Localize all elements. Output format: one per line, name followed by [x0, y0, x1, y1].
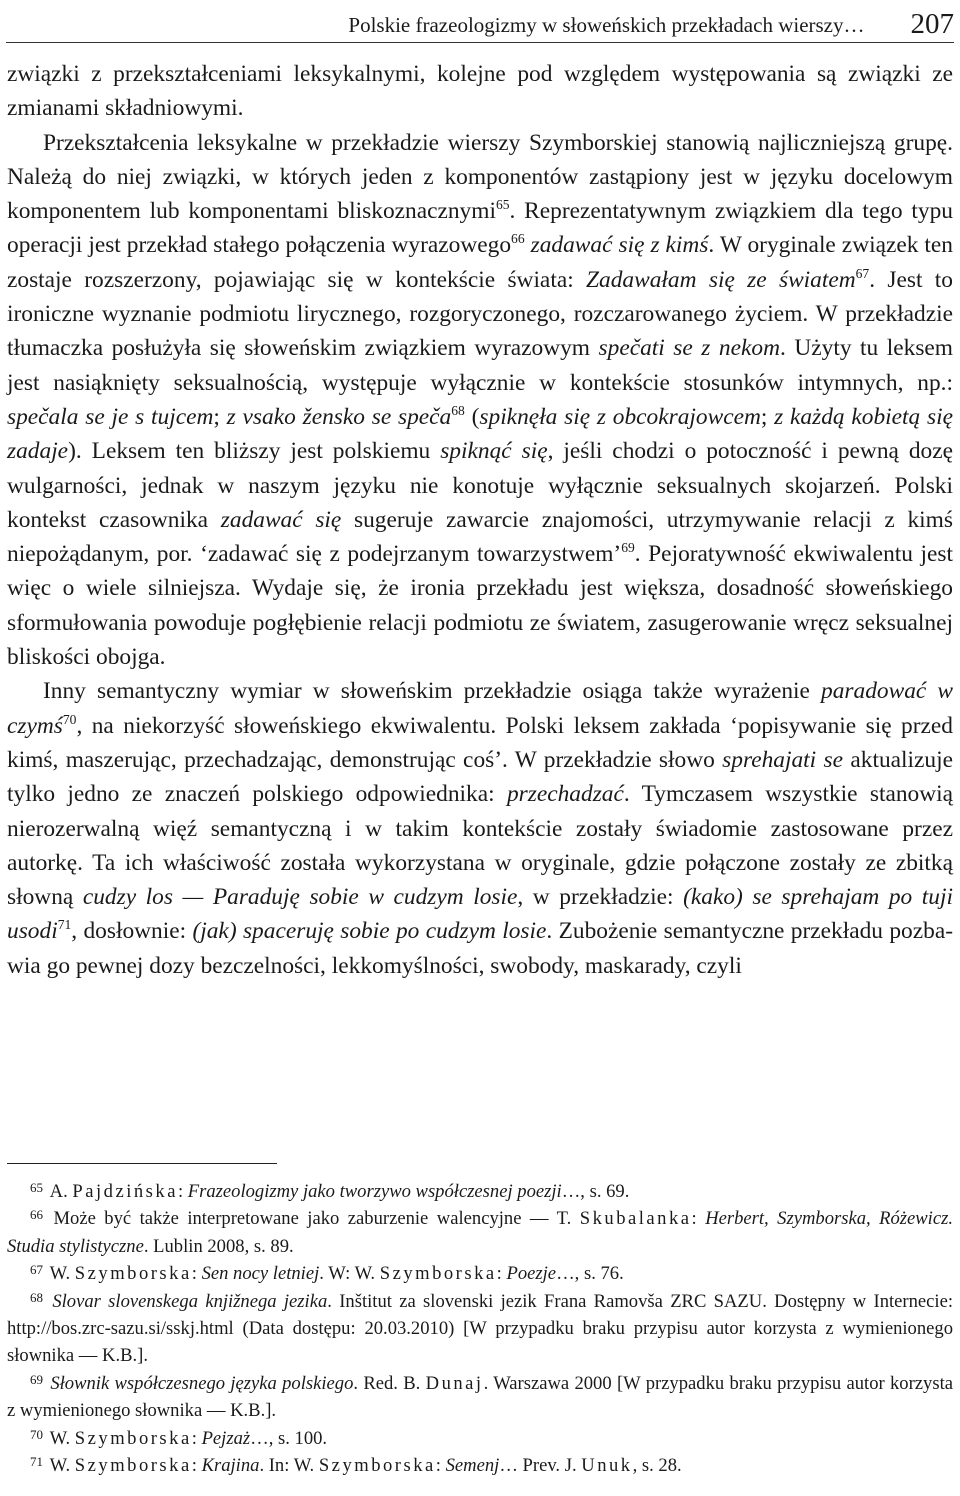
text-run: związki z przekształceniami leksykalnymi, kolejne pod względem występowania są związki ze zmianami składniowymi.	[7, 61, 953, 122]
text-run: Przekształcenia leksykalne w przekładzie wierszy Szymborskiej stanowią najliczniejszą grupę. Należą do niej związki, w których jeden z komponentów zastąpiony jest w języku docelowym komponentem lub komponentami bliskoznacznymi	[7, 129, 953, 225]
italic-run: paradować w czymś	[7, 678, 953, 739]
text-run: :	[191, 1263, 202, 1285]
text-run: . Użyty tu leksem jest nasiąknięty seksualnością, występuje wyłącznie w kontekście stosunków intymnych, np.:	[7, 335, 953, 396]
italic-run: spiknęła się z obcokrajowcem	[479, 403, 761, 430]
italic-run: Sen nocy letniej	[201, 1263, 320, 1285]
italic-run: sprehajati se	[722, 746, 844, 773]
text-run: , dosłownie:	[71, 918, 193, 945]
text-run: ;	[760, 403, 775, 430]
footnote-ref: 69	[621, 540, 635, 556]
paragraph-2	[7, 126, 953, 675]
footnote-69: 69 Słownik współczesnego języka polskiego. Red. B. Dunaj. Warszawa 2000 [W przypadku braku przypisu autor korzysta z wymienionego słownika — K.B.].	[7, 1371, 953, 1422]
text-run: W.	[49, 1455, 75, 1477]
text-run: …, s. 76.	[556, 1263, 624, 1285]
text-run: . Pejoratywność ekwiwalentu jest więc o wiele silniejsza. Wydaje się, że ironia przekładu jest większa, dosadność słoweńskiego sformułowania powoduje pogłębienie relacji podmiotu ze światem, zasugerowanie wręcz seksualnej bliskości obojga.	[7, 541, 953, 671]
text-run: ;	[213, 403, 227, 430]
text-run: Unuk	[581, 1455, 633, 1477]
italic-run: z każdą kobietą się zadaje	[7, 403, 953, 465]
italic-run: Krajina	[201, 1455, 260, 1477]
text-run: . Warszawa 2000 [W przypadku braku przypisu autor korzysta z wymienionego słownika — K.B.].	[7, 1372, 953, 1422]
text-run: Skubalanka	[579, 1208, 692, 1230]
footnotes	[7, 1178, 953, 1479]
italic-run: cudzy los — Paraduję sobie w cudzym losie	[82, 884, 518, 911]
text-run: Szymborska	[74, 1427, 192, 1449]
text-run: Inny semantyczny wymiar w słoweńskim przekładzie osiąga także wyrażenie	[43, 678, 822, 705]
italic-run: Słownik współczesnego języka polskiego	[50, 1372, 354, 1394]
text-run: , w przekładzie:	[517, 884, 684, 911]
text-run: :	[177, 1181, 188, 1202]
text-run: . Red. B.	[353, 1372, 426, 1394]
running-header	[6, 2, 954, 43]
footnote-68: 68 Slovar slovenskega knjižnega jezika. Inštitut za slovenski jezik Frana Ramovša ZRC SAZU. Dostępny w Internecie: http://bos.zrc-sazu.si/sskj.html (Data dostępu: 20.03.2010) [W przypadku braku przypisu autor korzysta z wymienionego słownika — K.B.].	[7, 1289, 953, 1367]
footnote-65: 65 A. Pajdzińska: Frazeologizmy jako tworzywo współczesnej poezji…, s. 69.	[30, 1180, 630, 1202]
italic-run: Poezje	[506, 1263, 557, 1285]
text-run: . Jest to ironiczne wyznanie podmiotu lirycznego, rozgoryczonego, rozczarowanego życiem. W przekładzie tłumaczka posłużyła się słoweńskim związkiem wyrazowym	[7, 266, 953, 362]
text-run: (	[464, 403, 480, 430]
paragraph-1	[7, 57, 953, 126]
text-run: Szymborska	[379, 1263, 497, 1285]
text-run: . W oryginale związek ten zostaje rozszerzony, pojawiając się w kontekście świata:	[7, 232, 953, 293]
footnote-ref: 65	[495, 197, 510, 213]
italic-run: Zadawałam się ze światem	[586, 266, 856, 293]
text-run: Pajdzińska	[72, 1181, 178, 1202]
text-run: . W: W.	[319, 1263, 380, 1285]
italic-run: Pejzaż	[201, 1427, 251, 1449]
italic-run: Frazeologizmy jako tworzywo współczesnej poezji	[187, 1181, 562, 1202]
footnote-ref: 71	[57, 917, 72, 933]
text-run: Może być także interpretowane jako zaburzenie walencyjne — T.	[53, 1208, 580, 1230]
text-run: Szymborska	[74, 1455, 192, 1477]
italic-run: (kako) se sprehajam po tuji usodi	[7, 884, 953, 945]
text-run: :	[435, 1455, 446, 1477]
text-run: , s. 28.	[632, 1455, 682, 1477]
footnote-71: 71 W. Szymborska: Krajina. In: W. Szymborska: Semenj… Prev. J. Unuk, s. 28.	[30, 1454, 682, 1477]
text-run: . In: W.	[259, 1455, 319, 1477]
footnote-ref: 66	[511, 231, 525, 247]
footnote-66: 66 Może być także interpretowane jako zaburzenie walencyjne — T. Skubalanka: Herbert, Szymborska, Różewicz. Studia stylistyczne. Lublin 2008, s. 89.	[7, 1207, 953, 1257]
italic-run: spečati se z nekom	[598, 335, 780, 362]
footnote-separator	[7, 1163, 277, 1164]
italic-run: z vsako žensko se speča	[226, 403, 452, 430]
italic-run: spečala se je s tujcem	[7, 403, 214, 430]
footnote-ref: 70	[62, 711, 77, 727]
running-title: Polskie frazeologizmy w słoweńskich przekładach wierszy…	[348, 13, 865, 37]
footnote-ref: 67	[855, 265, 870, 281]
text-run: . Inštitut za slovenski jezik Frana Ramovša ZRC SAZU. Dostępny w Internecie: http://bos.zrc-sazu.si/sskj.html (Data dostępu: 20.03.2010) [W przypadku braku przypisu autor korzysta z wymienionego słownika — K.B.].	[7, 1290, 953, 1367]
text-run: . Zubożenie semantyczne przekładu pozbawia go pewnej dozy bezczelności, lekkomyślności, swobody, maskarady, czyli	[7, 918, 954, 979]
footnote-67: 67 W. Szymborska: Sen nocy letniej. W: W. Szymborska: Poezje…, s. 76.	[30, 1262, 624, 1285]
main-text	[7, 57, 953, 983]
italic-run: (jak) spaceruję sobie po cudzym losie	[192, 918, 547, 945]
text-run: Szymborska	[318, 1455, 436, 1477]
text-run: ). Leksem ten bliższy jest polskiemu	[68, 438, 441, 465]
italic-run: zadawać się	[220, 506, 342, 533]
italic-run: Slovar slovenskega knjižnega jezika	[52, 1290, 328, 1312]
text-run: …, s. 69.	[561, 1181, 630, 1202]
italic-run: spiknąć się	[440, 438, 548, 465]
paragraph-3	[7, 674, 953, 983]
text-run: :	[191, 1455, 202, 1477]
text-run: sugeruje zawarcie znajomości, utrzymywanie relacji z kimś niepożądanym, por. ‘zadawać się z podejrzanym towarzystwem’	[7, 506, 953, 568]
text-run: aktualizuje tylko jedno ze znaczeń polskiego odpowiednika:	[7, 746, 953, 808]
text-run: . Tymczasem wszystkie stanowią nierozerwalną więź semantyczną i w takim kontekście zostały świadomie zastosowane przez autorkę. Ta ich właściwość została wykorzystana w oryginale, gdzie połączone zostały ze zbitką słowną	[7, 781, 953, 911]
text-run: W.	[49, 1263, 75, 1285]
text-run: A.	[49, 1181, 73, 1202]
text-run: , na niekorzyść słoweńskiego ekwiwalentu. Polski leksem zakłada ‘popisywanie się przed kimś, maszerując, przechadzając, demonstrując coś’. W przekładzie słowo	[7, 712, 953, 773]
footnote-70: 70 W. Szymborska: Pejzaż…, s. 100.	[30, 1426, 328, 1449]
italic-run: Semenj	[445, 1455, 500, 1477]
italic-run: zadawać się z kimś	[530, 232, 709, 259]
text-run: Dunaj	[425, 1372, 484, 1394]
italic-run: przechadzać	[506, 781, 624, 808]
text-run: . Lublin 2008, s. 89.	[143, 1235, 294, 1257]
text-run: :	[496, 1263, 507, 1285]
text-run: …, s. 100.	[250, 1427, 328, 1449]
page-number: 207	[910, 8, 954, 40]
footnote-ref: 68	[451, 403, 465, 419]
text-run: . Reprezentatywnym związkiem dla tego typu operacji jest przekład stałego połączenia wyrazowego	[7, 198, 953, 259]
text-run: … Prev. J.	[499, 1455, 582, 1477]
italic-run: Herbert, Szymborska, Różewicz. Studia stylistyczne	[7, 1208, 953, 1257]
text-run: Szymborska	[74, 1263, 192, 1285]
text-run: W.	[49, 1427, 75, 1449]
text-run: :	[191, 1427, 202, 1449]
text-run: :	[691, 1208, 706, 1230]
text-run: , jeśli chodzi o potoczność i pewną dozę wulgarności, jednak w naszym języku nie konotuje wyłącznie seksualnych skojarzeń. Polski kontekst czasownika	[7, 438, 953, 533]
